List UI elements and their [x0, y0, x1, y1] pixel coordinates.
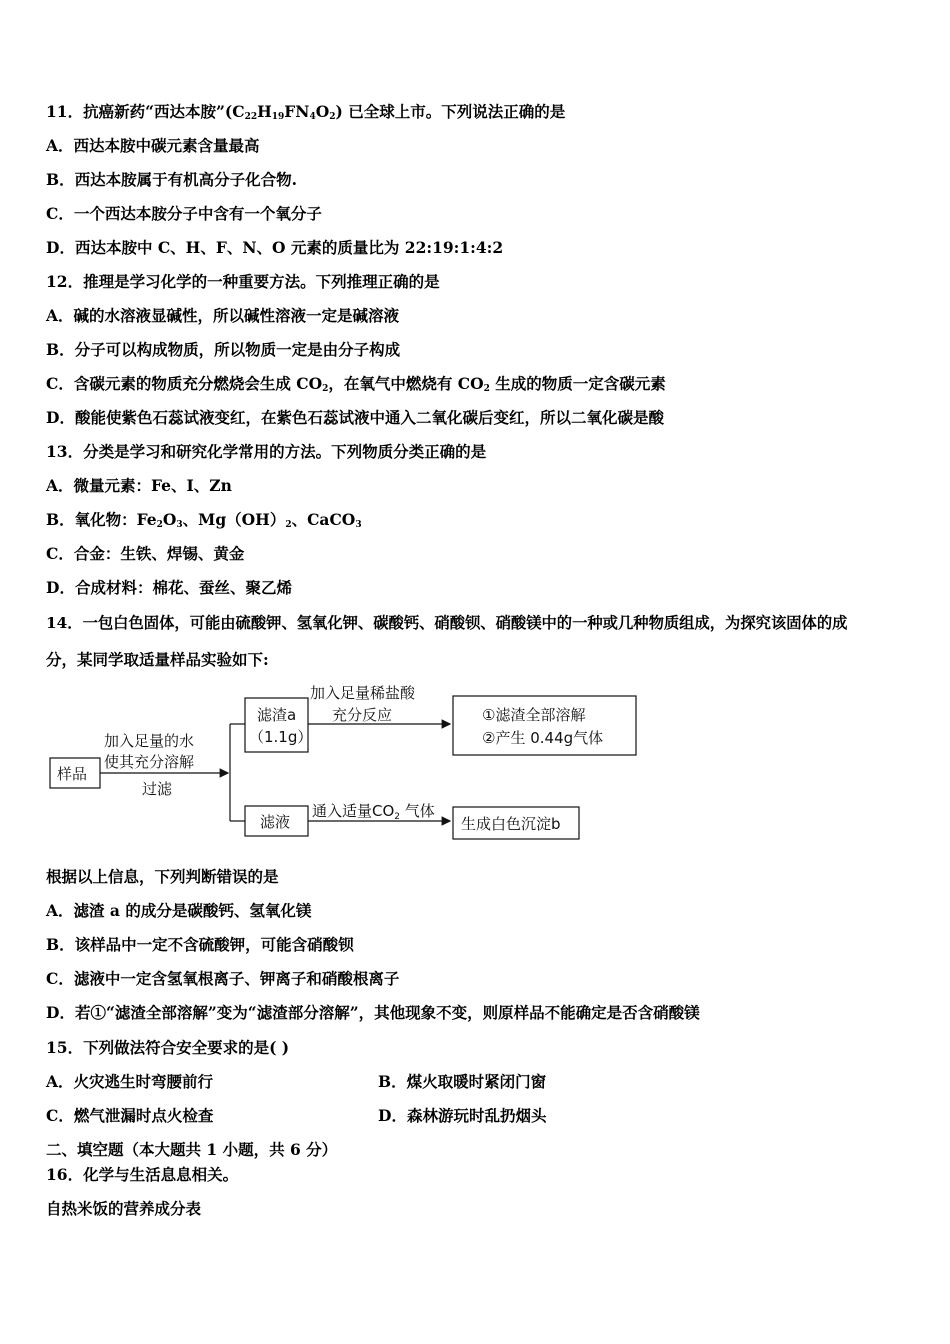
q14-stem-line1: 14．一包白色固体，可能由硫酸钾、氢氧化钾、碳酸钙、硝酸钡、硝酸镁中的一种或几种物质组成，为探究该固体的成	[46, 614, 848, 632]
q11-option-a: A．西达本胺中碳元素含量最高	[46, 136, 260, 155]
q12-option-d: D．酸能使紫色石蕊试液变红，在紫色石蕊试液中通入二氧化碳后变红，所以二氧化碳是酸	[46, 408, 664, 427]
section2-heading: 二、填空题（本大题共 1 小题，共 6 分）	[46, 1140, 338, 1159]
q14-option-c: C．滤液中一定含氢氧根离子、钾离子和硝酸根离子	[46, 969, 400, 988]
q13-option-a: A．微量元素：Fe、I、Zn	[46, 476, 232, 495]
filtrate-label: 滤液	[260, 813, 291, 831]
acid-text-2: 充分反应	[332, 706, 393, 724]
co2-text: 通入适量$CO_2$ 气体	[312, 802, 435, 822]
q11-option-d: D．西达本胺中 C、H、F、N、O 元素的质量比为 22:19:1:4:2	[46, 238, 504, 257]
q11-stem: 11．抗癌新药“西达本胺$”(C_{22}H_{19}FN_4O_2)$ 已全球上市。下列说法正确的是	[46, 102, 566, 122]
acid-text-1: 加入足量稀盐酸	[310, 684, 416, 702]
q12-stem: 12．推理是学习化学的一种重要方法。下列推理正确的是	[46, 272, 440, 291]
q15-option-b: B．煤火取暖时紧闭门窗	[378, 1072, 547, 1091]
q13-stem: 13．分类是学习和研究化学常用的方法。下列物质分类正确的是	[46, 442, 487, 461]
residue-mass: （1.1g）	[249, 728, 313, 746]
q15-option-c: C．燃气泄漏时点火检查	[46, 1106, 214, 1125]
q14-question: 根据以上信息，下列判断错误的是	[46, 867, 279, 886]
q13-option-d: D．合成材料：棉花、蚕丝、聚乙烯	[46, 578, 292, 597]
result1-text-1: ①滤渣全部溶解	[482, 706, 586, 724]
step1-text-1: 加入足量的水	[104, 732, 195, 750]
q16-stem: 16．化学与生活息息相关。	[46, 1165, 239, 1184]
step1-text-2: 使其充分溶解	[104, 753, 195, 771]
q14-stem-line2: 分，某同学取适量样品实验如下:	[46, 650, 269, 669]
q12-option-b: B．分子可以构成物质，所以物质一定是由分子构成	[46, 340, 401, 359]
step1-text-3: 过滤	[142, 780, 173, 798]
q11-option-b: B．西达本胺属于有机高分子化合物.	[46, 170, 297, 189]
q15-stem: 15．下列做法符合安全要求的是( )	[46, 1038, 290, 1057]
result1-text-2: ②产生 0.44g气体	[482, 729, 604, 747]
q14-option-d: D．若①“滤渣全部溶解”变为“滤渣部分溶解”，其他现象不变，则原样品不能确定是否含硝酸镁	[46, 1003, 700, 1022]
q14-option-a: A．滤渣 a 的成分是碳酸钙、氢氧化镁	[46, 901, 312, 920]
q15-option-d: D．森林游玩时乱扔烟头	[378, 1106, 547, 1125]
experiment-flowchart	[40, 676, 660, 848]
q14-option-b: B．该样品中一定不含硫酸钾，可能含硝酸钡	[46, 935, 354, 954]
q13-option-c: C．合金：生铁、焊锡、黄金	[46, 544, 245, 563]
q11-option-c: C．一个西达本胺分子中含有一个氧分子	[46, 204, 322, 223]
sample-label: 样品	[57, 765, 88, 783]
q12-option-c: C．含碳元素的物质充分燃烧会生成 $CO_2$，在氧气中燃烧有 $CO_2$ 生成的物质一定含碳元素	[46, 374, 666, 394]
q13-option-b: B．氧化物：$Fe_2O_3$、$Mg(OH)_2$、CaCO$_3$	[46, 510, 362, 530]
result2-text: 生成白色沉淀b	[461, 815, 561, 833]
q12-option-a: A．碱的水溶液显碱性，所以碱性溶液一定是碱溶液	[46, 306, 400, 325]
q16-table-title: 自热米饭的营养成分表	[46, 1199, 202, 1218]
residue-label: 滤渣a	[257, 706, 297, 724]
q15-option-a: A．火灾逃生时弯腰前行	[46, 1072, 214, 1091]
